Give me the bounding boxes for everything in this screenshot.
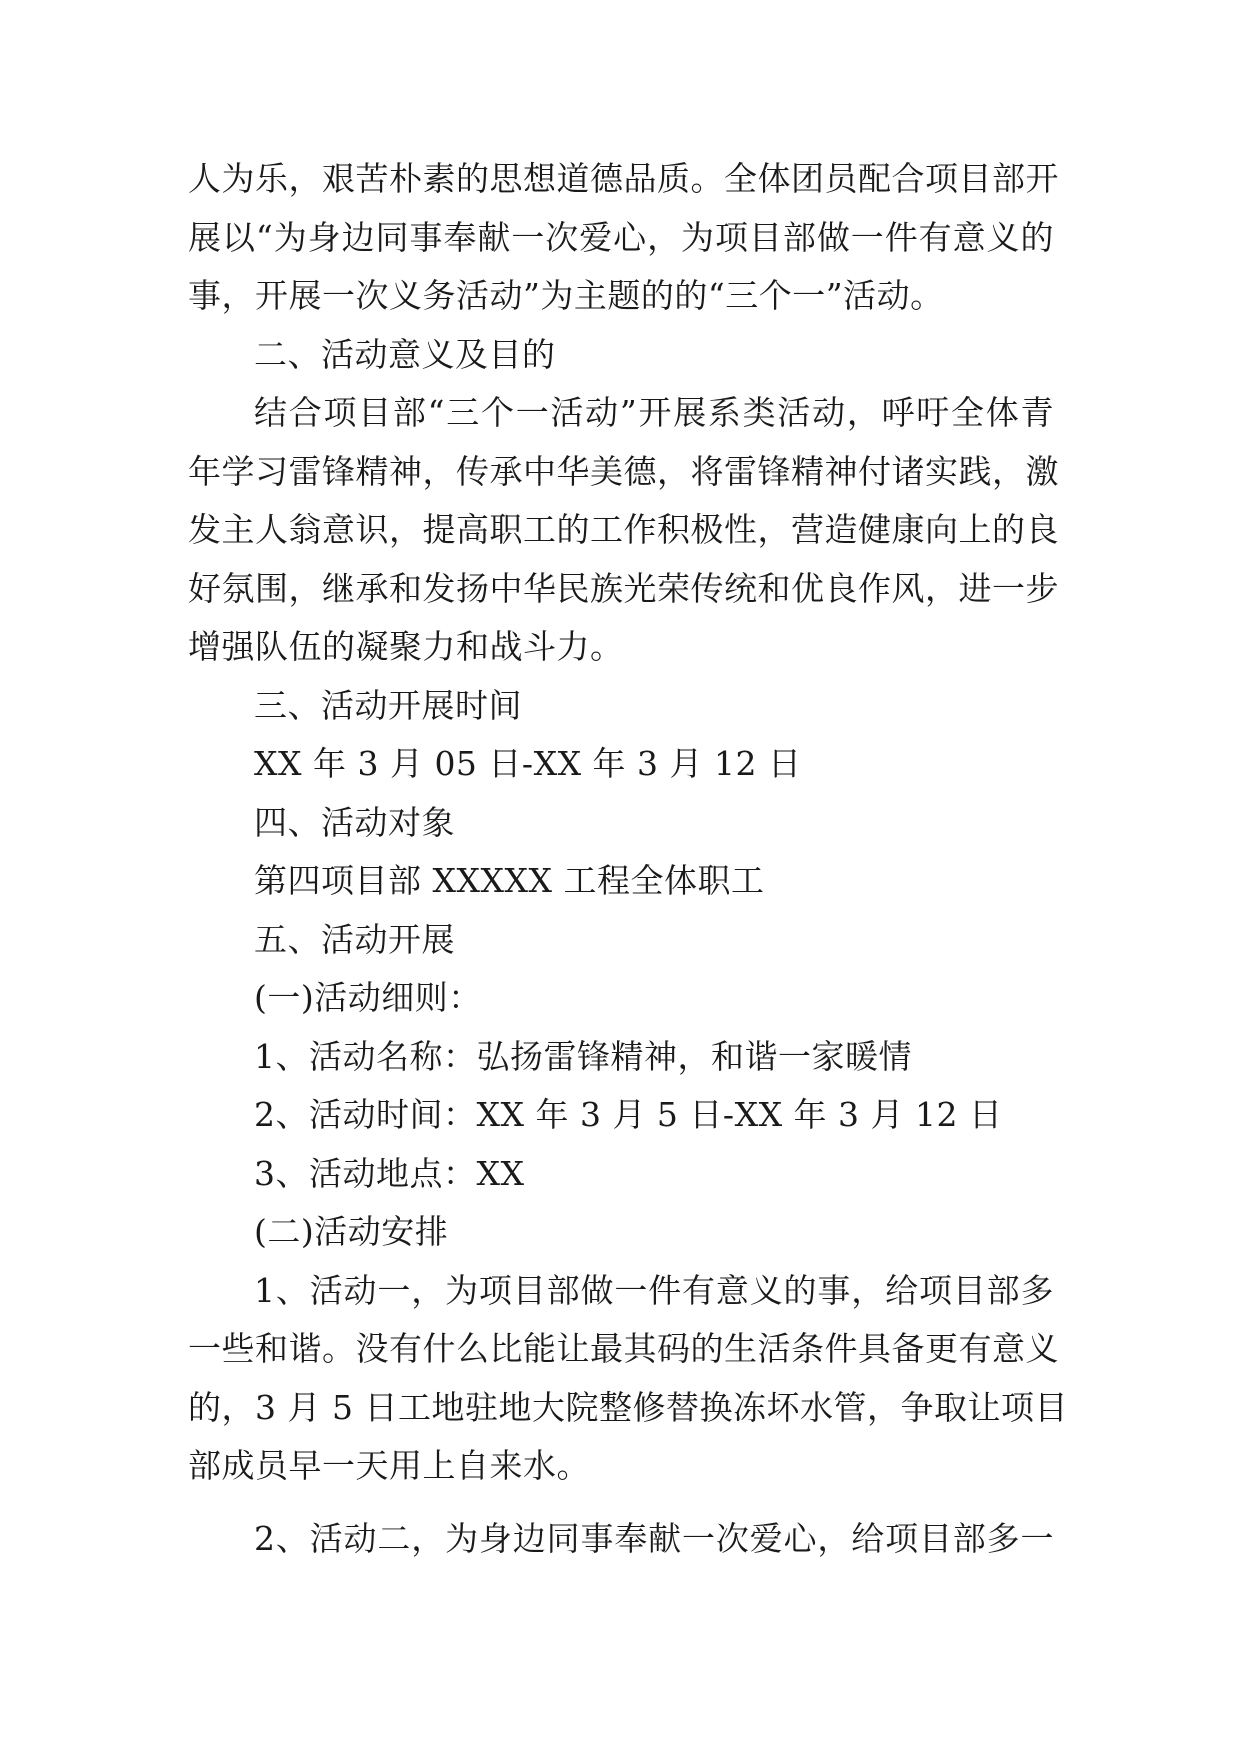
section-2-line-2: 年学习雷锋精神，传承中华美德，将雷锋精神付诸实践，激: [188, 451, 1059, 491]
section-2-heading: 二、活动意义及目的: [254, 334, 556, 374]
intro-line-2: 展以“为身边同事奉献一次爱心，为项目部做一件有意义的: [188, 217, 1054, 257]
detail-2: 2、活动时间：XX 年 3 月 5 日-XX 年 3 月 12 日: [254, 1095, 1003, 1134]
activity-1-line-2: 一些和谐。没有什么比能让最其码的生活条件具备更有意义: [188, 1329, 1059, 1368]
intro-paragraph: [188, 150, 1059, 326]
activity-1-paragraph: [188, 1262, 1068, 1496]
subsection-1-heading: (一)活动细则：: [254, 978, 482, 1017]
section-3-text: XX 年 3 月 05 日-XX 年 3 月 12 日: [254, 744, 802, 783]
section-3-heading: 三、活动开展时间: [254, 685, 522, 725]
section-2-line-5: 增强队伍的凝聚力和战斗力。: [188, 627, 624, 666]
intro-line-3: 事，开展一次义务活动”为主题的的“三个一”活动。: [188, 276, 944, 315]
section-2-paragraph: [188, 384, 1059, 677]
detail-3: 3、活动地点：XX: [254, 1153, 525, 1193]
activity-1-line-4: 部成员早一天用上自来水。: [188, 1446, 590, 1485]
subsection-2-heading: (二)活动安排: [254, 1212, 449, 1251]
section-4-text: 第四项目部 XXXXX 工程全体职工: [254, 861, 765, 900]
activity-1-line-1: 1、活动一，为项目部做一件有意义的事，给项目部多: [254, 1270, 1054, 1310]
activity-2-line-1: 2、活动二，为身边同事奉献一次爱心，给项目部多一: [254, 1518, 1054, 1558]
activity-2-paragraph: [188, 1510, 1054, 1569]
intro-line-1: 人为乐，艰苦朴素的思想道德品质。全体团员配合项目部开: [188, 159, 1059, 198]
detail-1: 1、活动名称：弘扬雷锋精神，和谐一家暖情: [254, 1036, 912, 1076]
section-2-line-3: 发主人翁意识，提高职工的工作积极性，营造健康向上的良: [188, 510, 1059, 549]
section-2-line-1: 结合项目部“三个一活动”开展系类活动，呼吁全体青: [254, 393, 1054, 432]
section-4-heading: 四、活动对象: [254, 802, 455, 842]
document-page: [188, 150, 1068, 1568]
section-5-heading: 五、活动开展: [254, 919, 455, 959]
section-2-line-4: 好氛围，继承和发扬中华民族光荣传统和优良作风，进一步: [188, 568, 1059, 608]
activity-1-line-3: 的，3 月 5 日工地驻地大院整修替换冻坏水管，争取让项目: [188, 1387, 1068, 1427]
